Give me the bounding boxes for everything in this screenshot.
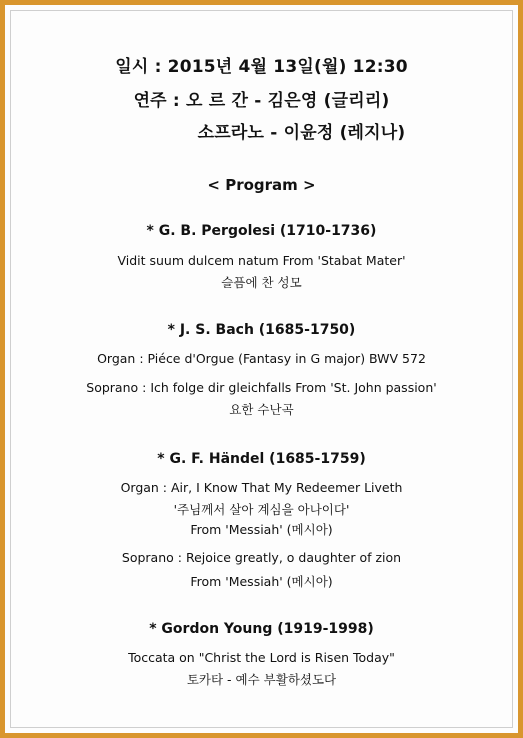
piece-line: Toccata on "Christ the Lord is Risen Today" [128, 650, 395, 665]
performers-organ: 연주 : 오 르 간 - 김은영 (글리리) [133, 91, 390, 111]
composer-young: * Gordon Young (1919-1998) [149, 621, 374, 637]
concert-date: 일시 : 2015년 4월 13일(월) 12:30 [115, 57, 408, 77]
piece-line: '주님께서 살아 계심을 아나이다' [173, 502, 350, 517]
piece-line: 요한 수난곡 [229, 402, 294, 417]
piece-line: Organ : Piéce d'Orgue (Fantasy in G major) BWV 572 [97, 351, 426, 366]
piece-line: 슬픔에 찬 성모 [221, 275, 302, 290]
piece-line: Soprano : Ich folge dir gleichfalls From 'St. John passion' [86, 380, 437, 395]
piece-line: Vidit suum dulcem natum From 'Stabat Mater' [117, 253, 406, 268]
piece-line: Organ : Air, I Know That My Redeemer Liveth [120, 480, 403, 495]
piece-line: Soprano : Rejoice greatly, o daughter of zion [121, 550, 402, 565]
composer-bach: * J. S. Bach (1685-1750) [167, 322, 356, 338]
piece-line: From 'Messiah' (메시아) [190, 574, 333, 589]
piece-line: From 'Messiah' (메시아) [190, 522, 333, 537]
piece-line: 토카타 - 예수 부활하셨도다 [186, 672, 337, 687]
performers-soprano: 소프라노 - 이윤정 (레지나) [197, 123, 406, 143]
program-title: < Program > [207, 176, 316, 194]
composer-pergolesi: * G. B. Pergolesi (1710-1736) [146, 223, 377, 239]
composer-handel: * G. F. Händel (1685-1759) [157, 451, 366, 467]
